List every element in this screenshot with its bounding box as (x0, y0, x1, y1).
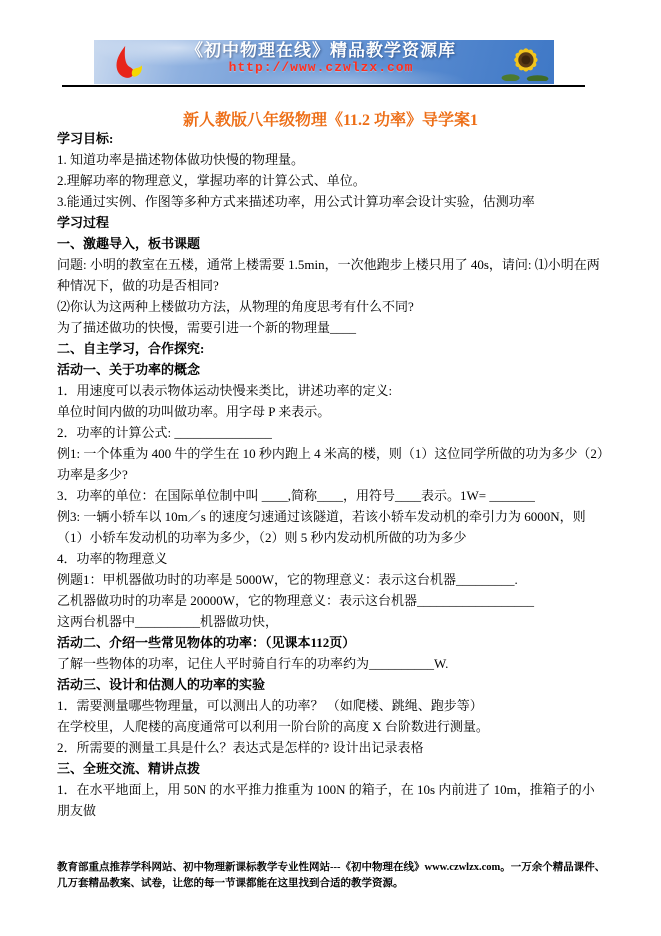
doc-paragraph: 乙机器做功时的功率是 20000W，它的物理意义：表示这台机器__________________ (57, 593, 535, 608)
doc-paragraph: 例1: 一个体重为 400 牛的学生在 10 秒内跑上 4 米高的楼，则（1）这位同学所做的功为多少（2）功率是多少? (57, 446, 604, 482)
doc-paragraph: ⑵你认为这两种上楼做功方法，从物理的角度思考有什么不同? (57, 299, 414, 314)
header-banner-area (62, 40, 585, 87)
sunflower-icon (498, 40, 552, 84)
footer-note-line1: 教育部重点推荐学科网站、初中物理新课标教学专业性网站---《初中物理在线》www.czwlzx.com。一万余个精品课件、 (57, 862, 606, 873)
site-title: 《初中物理在线》精品教学资源库 (186, 41, 456, 60)
doc-paragraph: 问题: 小明的教室在五楼，通常上楼需要 1.5min，一次他跑步上楼只用了 40s，请问: ⑴小明在两种情况下，做的功是否相同? (57, 257, 600, 293)
doc-paragraph: 这两台机器中__________机器做功快， (57, 614, 279, 629)
doc-paragraph: 单位时间内做的功叫做功率。用字母 P 来表示。 (57, 404, 331, 419)
page-title: 新人教版八年级物理《11.2 功率》导学案1 (182, 111, 479, 129)
site-banner (94, 40, 554, 84)
doc-heading: 活动三、设计和估测人的功率的实验 (57, 677, 266, 692)
doc-paragraph: 在学校里，人爬楼的高度通常可以利用一阶台阶的高度 X 台阶数进行测量。 (57, 719, 489, 734)
doc-paragraph: 例题1：甲机器做功时的功率是 5000W，它的物理意义：表示这台机器_________. (57, 572, 518, 587)
footer-note (57, 860, 617, 892)
doc-heading: 三、全班交流、精讲点拨 (57, 761, 201, 776)
doc-paragraph: 了解一些物体的功率，记住人平时骑自行车的功率约为__________W. (57, 656, 449, 671)
doc-paragraph: 4．功率的物理意义 (57, 551, 168, 566)
doc-paragraph: 2．功率的计算公式: _______________ (57, 425, 272, 440)
doc-paragraph: 2.理解功率的物理意义，掌握功率的计算公式、单位。 (57, 173, 366, 188)
site-url: http://www.czwlzx.com (228, 60, 414, 75)
doc-heading: 活动二、介绍一些常见物体的功率：（见课本112页） (57, 635, 356, 650)
doc-paragraph: 1. 知道功率是描述物体做功快慢的物理量。 (57, 152, 305, 167)
doc-paragraph: 1．需要测量哪些物理量，可以测出人的功率？ （如爬楼、跳绳、跑步等） (57, 698, 483, 713)
doc-paragraph: 1．在水平地面上，用 50N 的水平推力推重为 100N 的箱子，在 10s 内前进了 10m，推箱子的小朋友做 (57, 782, 595, 818)
doc-heading: 学习过程 (57, 215, 110, 230)
doc-paragraph: 2．所需要的测量工具是什么？表达式是怎样的? 设计出记录表格 (57, 740, 424, 755)
doc-paragraph: 3．功率的单位：在国际单位制中叫 ____,简称____，用符号____表示。1W= _______ (57, 488, 535, 503)
doc-heading: 学习目标: (57, 131, 114, 146)
doc-heading: 一、激趣导入，板书课题 (57, 236, 201, 251)
doc-paragraph: 例3: 一辆小轿车以 10m／s 的速度匀速通过该隧道，若该小轿车发动机的牵引力为 6000N，则（1）小轿车发动机的功率为多少，（2）则 5 秒内发动机所做的功为多少 (57, 509, 586, 545)
footer-note-line2: 几万套精品教案、试卷，让您的每一节课都能在这里找到合适的教学资源。 (57, 878, 404, 889)
doc-paragraph: 3.能通过实例、作图等多种方式来描述功率，用公式计算功率会设计实验，估测功率 (57, 194, 535, 209)
doc-body (57, 128, 606, 821)
site-logo-icon (110, 44, 148, 84)
doc-paragraph: 为了描述做功的快慢，需要引进一个新的物理量____ (57, 320, 357, 335)
doc-paragraph: 1．用速度可以表示物体运动快慢来类比，讲述功率的定义: (57, 383, 393, 398)
doc-heading: 活动一、关于功率的概念 (57, 362, 201, 377)
doc-heading: 二、自主学习，合作探究: (57, 341, 205, 356)
